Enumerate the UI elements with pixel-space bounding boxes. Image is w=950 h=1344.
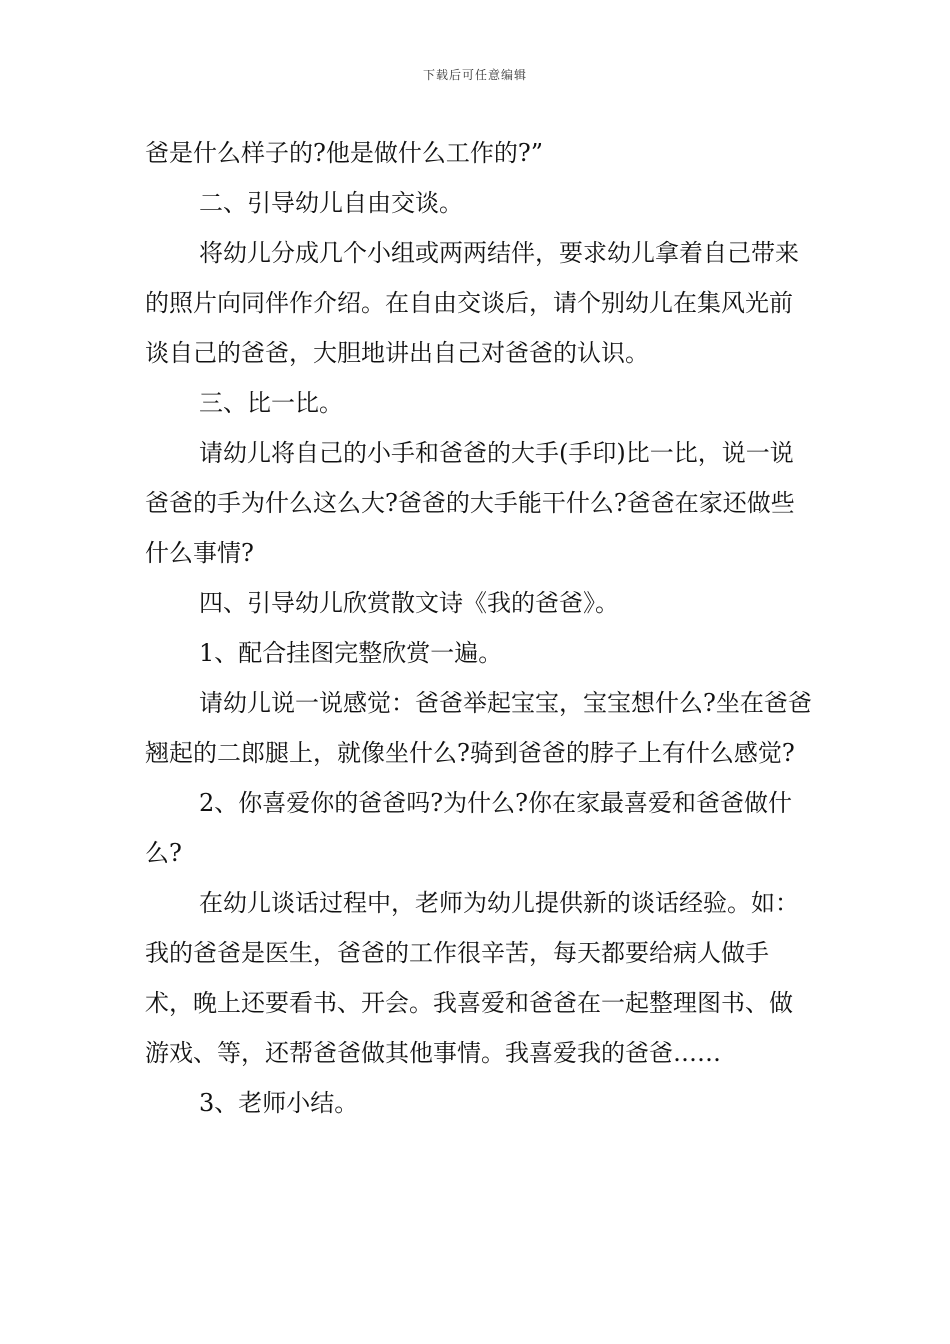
paragraph-4: 请幼儿将自己的小手和爸爸的大手(手印)比一比，说一说爸爸的手为什么这么大?爸爸的大手能干什么?爸爸在家还做些什么事情? <box>145 439 795 567</box>
paragraph-2: 将幼儿分成几个小组或两两结伴，要求幼儿拿着自己带来的照片向同伴作介绍。在自由交谈后，请个别幼儿在集风光前谈自己的爸爸，大胆地讲出自己对爸爸的认识。 <box>145 239 799 367</box>
section-heading-3: 三、比一比。 <box>199 389 343 417</box>
paragraph-9: 在幼儿谈话过程中，老师为幼儿提供新的谈话经验。如：我的爸爸是医生，爸爸的工作很辛苦，每天都要给病人做手术，晚上还要看书、开会。我喜爱和爸爸在一起整理图书、做游戏、等，还帮爸爸做其他事情。我喜爱我的爸爸…… <box>145 889 799 1067</box>
paragraph-0: 爸是什么样子的?他是做什么工作的?” <box>145 139 544 167</box>
page-header: 下载后可任意编辑 <box>422 68 527 82</box>
section-heading-4: 四、引导幼儿欣赏散文诗《我的爸爸》。 <box>199 589 619 617</box>
list-item-3: 3、老师小结。 <box>199 1089 359 1117</box>
paragraph-7: 请幼儿说一说感觉：爸爸举起宝宝，宝宝想什么?坐在爸爸翘起的二郎腿上，就像坐什么?骑到爸爸的脖子上有什么感觉? <box>145 689 812 767</box>
list-item-1: 1、配合挂图完整欣赏一遍。 <box>199 639 503 667</box>
section-heading-2: 二、引导幼儿自由交谈。 <box>199 189 463 217</box>
list-item-2: 2、你喜爱你的爸爸吗?为什么?你在家最喜爱和爸爸做什么? <box>145 789 793 867</box>
document-body <box>145 128 815 1128</box>
